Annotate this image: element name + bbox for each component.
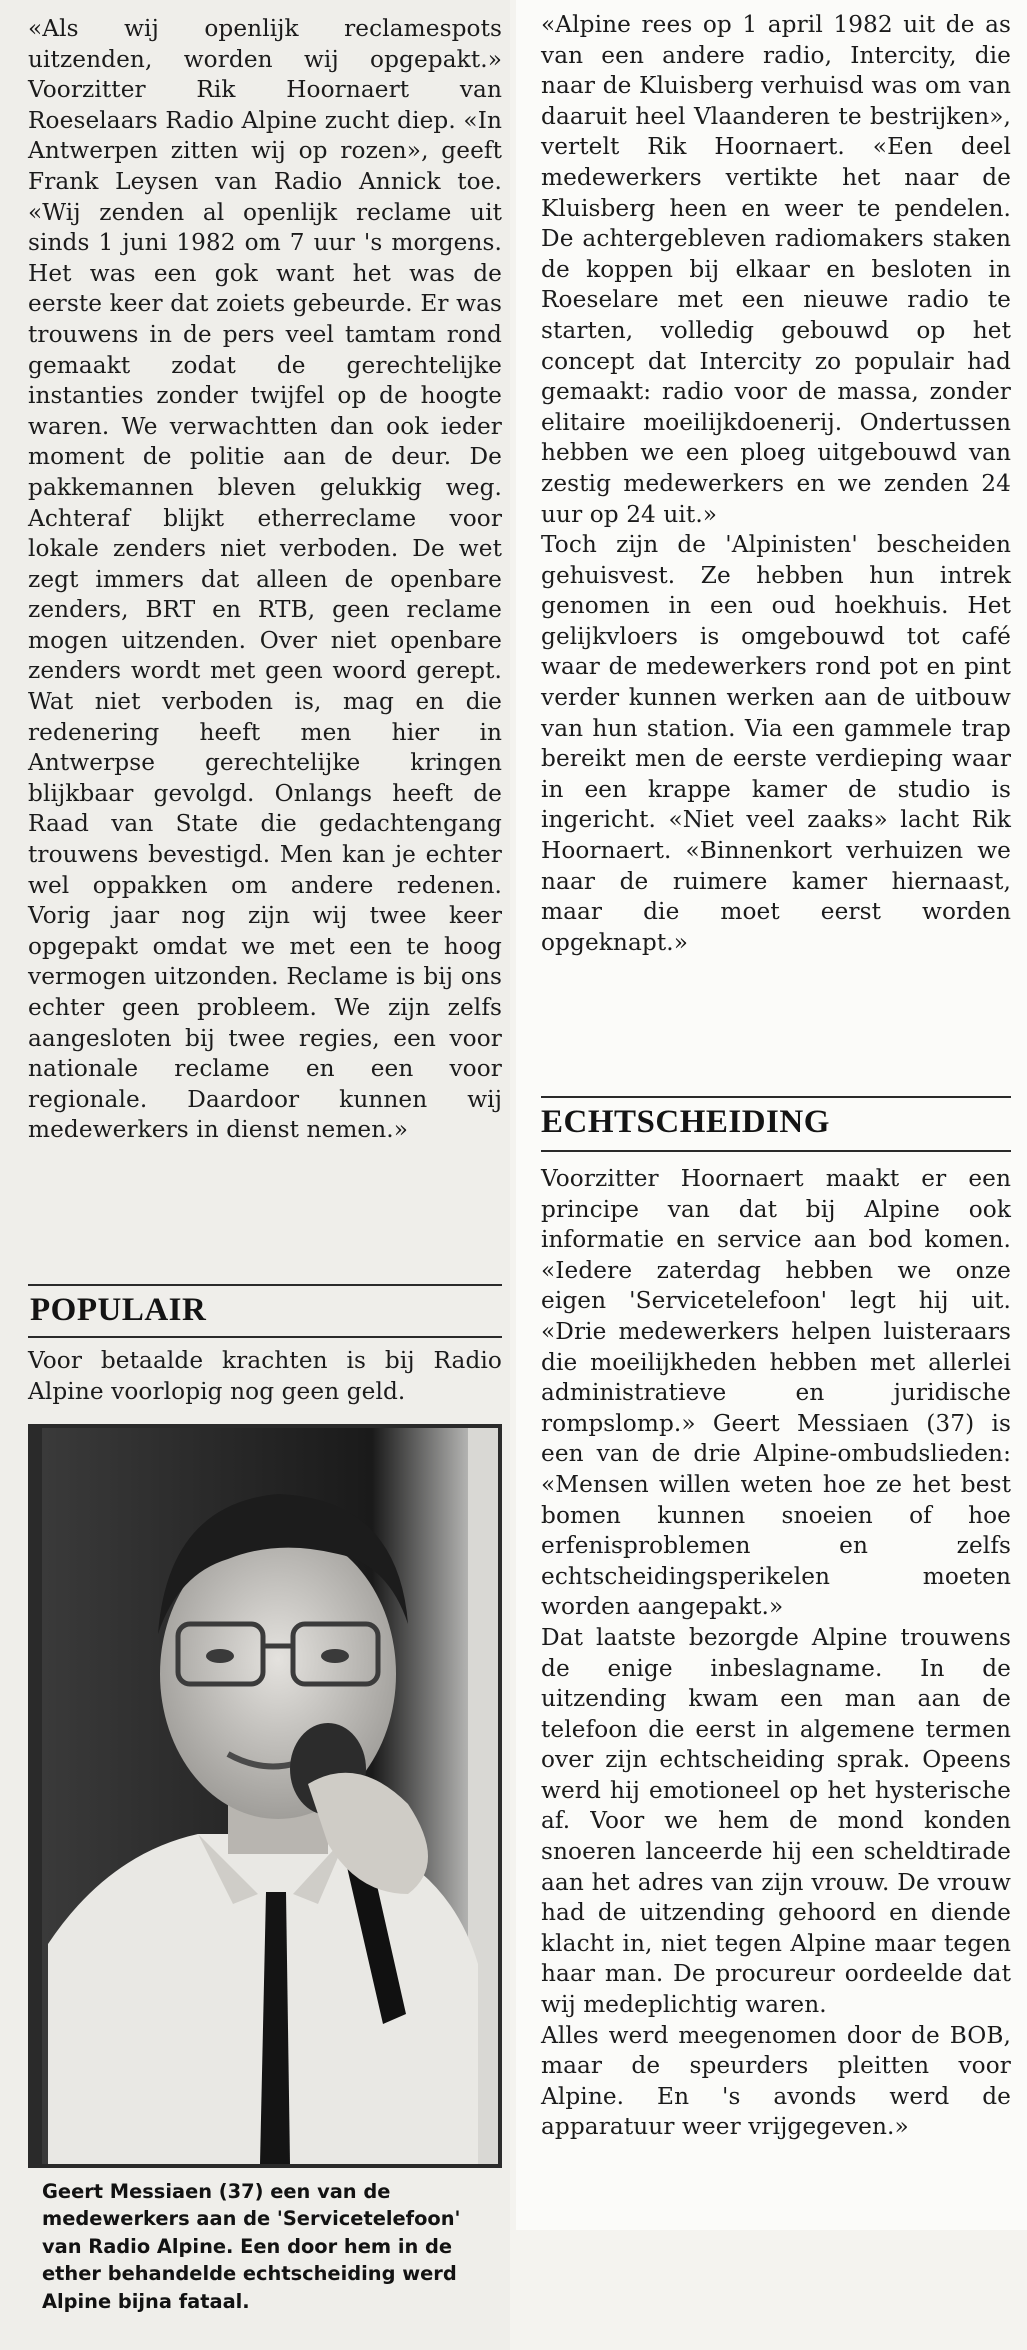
article-body-right	[541, 10, 1011, 958]
photo-caption: Geert Messiaen (37) een van de medewerkers aan de 'Servicetelefoon' van Radio Alpine. Een door hem in de ether behandelde echtscheiding werd Alpine bijna fataal.	[42, 2180, 461, 2313]
section-heading-echtscheiding: ECHTSCHEIDING	[541, 1104, 830, 1140]
paragraph-alpinisten: Toch zijn de 'Alpinisten' bescheiden gehuisvest. Ze hebben hun intrek genomen in een oud hoekhuis. Het gelijkvloers is omgebouwd tot café waar de medewerkers rond pot en pint verder kunnen werken aan de uitbouw van hun station. Via een gammele trap bereikt men de eerste verdieping waar in een krappe kamer de studio is ingericht. «Niet veel zaaks» lacht Rik Hoornaert. «Binnenkort verhuizen we naar de ruimere kamer hiernaast, maar die moet eerst worden opgeknapt.»	[541, 531, 1011, 956]
section-rule-bottom	[541, 1150, 1011, 1152]
article-body-echtscheiding	[541, 1164, 1011, 2143]
paragraph-intercity: «Alpine rees op 1 april 1982 uit de as van een andere radio, Intercity, die naar de Kluisberg verhuisd was om van daaruit heel Vlaanderen te bestrijken», vertelt Rik Hoornaert. «Een deel medewerkers vertikte het naar de Kluisberg heen en weer te pendelen. De achtergebleven radiomakers staken de koppen bij elkaar en besloten in Roeselare met een nieuwe radio te starten, volledig gebouwd op het concept dat Intercity zo populair had gemaakt: radio voor de massa, zonder elitaire moeilijkdoenerij. Ondertussen hebben we een ploeg uitgebouwd van zestig medewerkers en we zenden 24 uur op 24 uit.»	[541, 11, 1011, 528]
section-heading-populair: POPULAIR	[30, 1292, 207, 1328]
section-intro: Voor betaalde krachten is bij Radio Alpine voorlopig nog geen geld.	[28, 1347, 502, 1405]
paragraph-inbeslagname: Dat laatste bezorgde Alpine trouwens de enige inbeslagname. In de uitzending kwam een man aan de telefoon die eerst in algemene termen over zijn echtscheiding sprak. Opeens werd hij emotioneel op het hysterische af. Voor we hem de mond konden snoeren lanceerde hij een scheldtirade aan het adres van zijn vrouw. De vrouw had de uitzending gehoord en diende klacht in, niet tegen Alpine maar tegen haar man. De procureur oordeelde dat wij medeplichtig waren.	[541, 1623, 1011, 2019]
paragraph-bob: Alles werd meegenomen door de BOB, maar de speurders pleitten voor Alpine. En 's avonds werd de apparatuur weer vrijgegeven.»	[541, 2021, 1011, 2141]
article-body-left: «Als wij openlijk reclamespots uitzenden, worden wij opgepakt.» Voorzitter Rik Hoornaert van Roeselaars Radio Alpine zucht diep. «In Antwerpen zitten wij op rozen», geeft Frank Leysen van Radio Annick toe. «Wij zenden al openlijk reclame uit sinds 1 juni 1982 om 7 uur 's morgens. Het was een gok want het was de eerste keer dat zoiets gebeurde. Er was trouwens in de pers veel tamtam rond gemaakt zodat de gerechtelijke instanties zonder twijfel op de hoogte waren. We verwachtten dan ook ieder moment de politie aan de deur. De pakkemannen bleven gelukkig weg. Achteraf blijkt etherreclame voor lokale zenders niet verboden. De wet zegt immers dat alleen de openbare zenders, BRT en RTB, geen reclame mogen uitzenden. Over niet openbare zenders wordt met geen woord gerept. Wat niet verboden is, mag en die redenering heeft men hier in Antwerpse gerechtelijke kringen blijkbaar gevolgd. Onlangs heeft de Raad van State die gedachtengang trouwens bevestigd. Men kan je echter wel oppakken om andere redenen. Vorig jaar nog zijn wij twee keer opgepakt omdat we met een te hoog vermogen uitzonden. Reclame is bij ons echter geen probleem. We zijn zelfs aangesloten bij twee regies, een voor nationale reclame en een voor regionale. Daardoor kunnen wij medewerkers in dienst nemen.»	[28, 15, 502, 1144]
section-rule-bottom	[28, 1336, 502, 1338]
section-rule-top	[28, 1284, 502, 1286]
section-rule-top	[541, 1096, 1011, 1098]
portrait-photo	[28, 1424, 502, 2168]
paragraph-servicetelefoon: Voorzitter Hoornaert maakt er een principe van dat bij Alpine ook informatie en service aan bod komen. «Iedere zaterdag hebben we onze eigen 'Servicetelefoon' legt hij uit. «Drie medewerkers helpen luisteraars die moeilijkheden hebben met allerlei administratieve en juridische rompslomp.» Geert Messiaen (37) is een van de drie Alpine-ombudslieden: «Mensen willen weten hoe ze het best bomen kunnen snoeien of hoe erfenisproblemen en zelfs echtscheidingsperikelen moeten worden aangepakt.»	[541, 1165, 1011, 1621]
